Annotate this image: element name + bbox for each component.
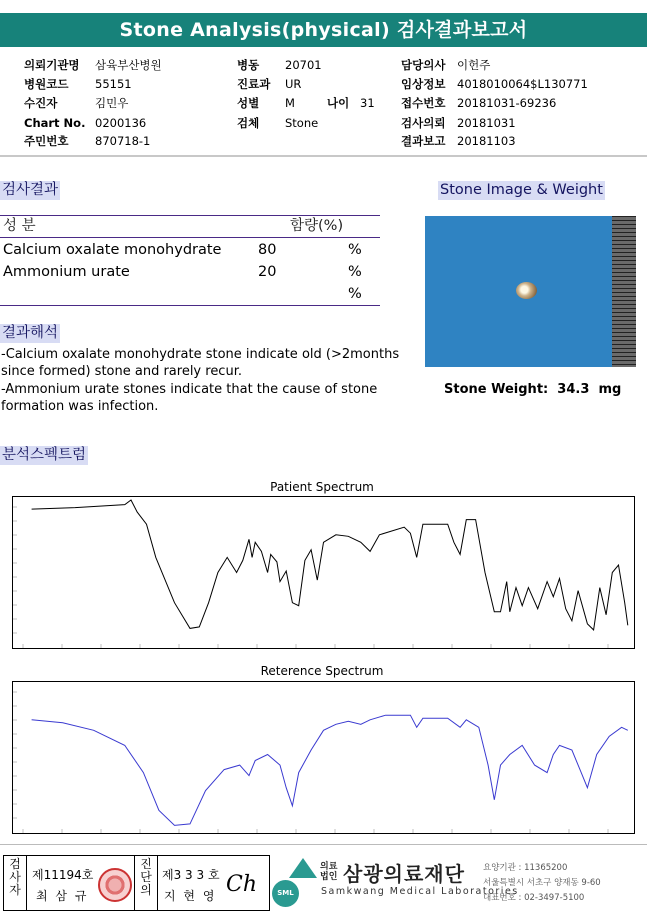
interpretation-line: formation was infection. [1,399,159,414]
examiner-name: 최 삼 규 [36,889,89,903]
component-amount: 80 [258,242,277,258]
info-department: 진료과 UR [237,77,302,91]
table-header-line [0,237,380,238]
examiner-cell: 검 사 자 [4,856,27,910]
info-report-date: 결과보고 20181103 [401,134,516,148]
info-doctor: 담당의사 이헌주 [401,58,491,72]
image-weight-title: Stone Image & Weight [440,182,603,198]
stone-specimen [516,282,537,299]
patient-spectrum-line [32,500,628,630]
info-sex: 성별 M [237,96,295,110]
pathologist-cell: 진 단 의 [134,856,158,910]
info-requester: 의뢰기관명 삼육부산병원 [24,58,162,72]
info-ward: 병동 20701 [237,58,322,72]
logo-icon: SML [272,880,299,907]
interpretation-line: -Calcium oxalate monohydrate stone indicate old (>2months [1,347,400,362]
reference-spectrum-title: Reterence Spectrum [260,664,384,678]
stone-weight: Stone Weight: 34.3 mg [444,382,622,397]
info-receipt-no: 접수번호 20181031-69236 [401,96,557,110]
patient-spectrum-title: Patient Spectrum [270,480,374,494]
table-top-line [0,215,380,216]
signature-box [3,855,270,911]
examiner-license: 제11194호 [32,868,94,882]
info-age: 나이 31 [327,96,375,110]
patient-axis-ticks [13,507,608,648]
org-english: Samkwang Medical Laboratories [321,886,519,897]
info-hospital-code: 병원코드 55151 [24,77,132,91]
interpretation-line: -Ammonium urate stones indicate that the cause of stone [1,382,378,397]
ruler-scale [612,216,636,367]
component-name: Calcium oxalate monohydrate [3,242,222,258]
patient-spectrum-svg [13,497,634,648]
header-component: 성 분 [3,218,36,234]
stone-photo [425,216,636,367]
pathologist-signature: Ch [226,872,258,897]
patient-spectrum-plot [12,496,635,649]
info-clinical: 임상정보 4018010064$L130771 [401,77,588,91]
org-address: 서울특별시 서초구 양재동 9-60 [483,878,601,888]
component-unit: % [348,286,362,302]
org-code: 요양기관 : 11365200 [483,863,568,873]
component-amount: 20 [258,264,277,280]
component-unit: % [348,242,362,258]
org-name: 삼광의료재단 [343,862,465,886]
info-patient: 수진자 김민우 [24,96,129,110]
table-bottom-line [0,305,380,306]
logo-mark [289,858,317,878]
divider [0,155,647,157]
component-name: Ammonium urate [3,264,130,280]
interpretation-title: 결과해석 [2,325,59,341]
pathologist-name: 지 현 영 [164,889,217,903]
info-request-date: 검사의뢰 20181031 [401,116,516,130]
info-chart-no: Chart No. 0200136 [24,116,147,130]
report-title: Stone Analysis(physical) 검사결과보고서 [0,13,647,47]
footer-divider [0,844,647,845]
pathologist-license: 제3 3 3 호 [162,868,220,882]
info-specimen: 검체 Stone [237,116,319,130]
examiner-seal [98,868,132,902]
reference-spectrum-line [32,715,628,825]
org-prefix: 의료 법인 [320,862,338,882]
component-unit: % [348,264,362,280]
interpretation-line: since formed) stone and rarely recur. [1,364,242,379]
results-title: 검사결과 [2,182,59,198]
reference-axis-ticks [13,692,608,833]
header-amount: 함량(%) [290,218,344,234]
info-id-number: 주민번호 870718-1 [24,134,151,148]
spectrum-title: 분석스펙트럼 [2,447,87,463]
reference-spectrum-plot [12,681,635,834]
org-phone: 대표번호 : 02-3497-5100 [483,893,585,903]
reference-spectrum-svg [13,682,634,833]
